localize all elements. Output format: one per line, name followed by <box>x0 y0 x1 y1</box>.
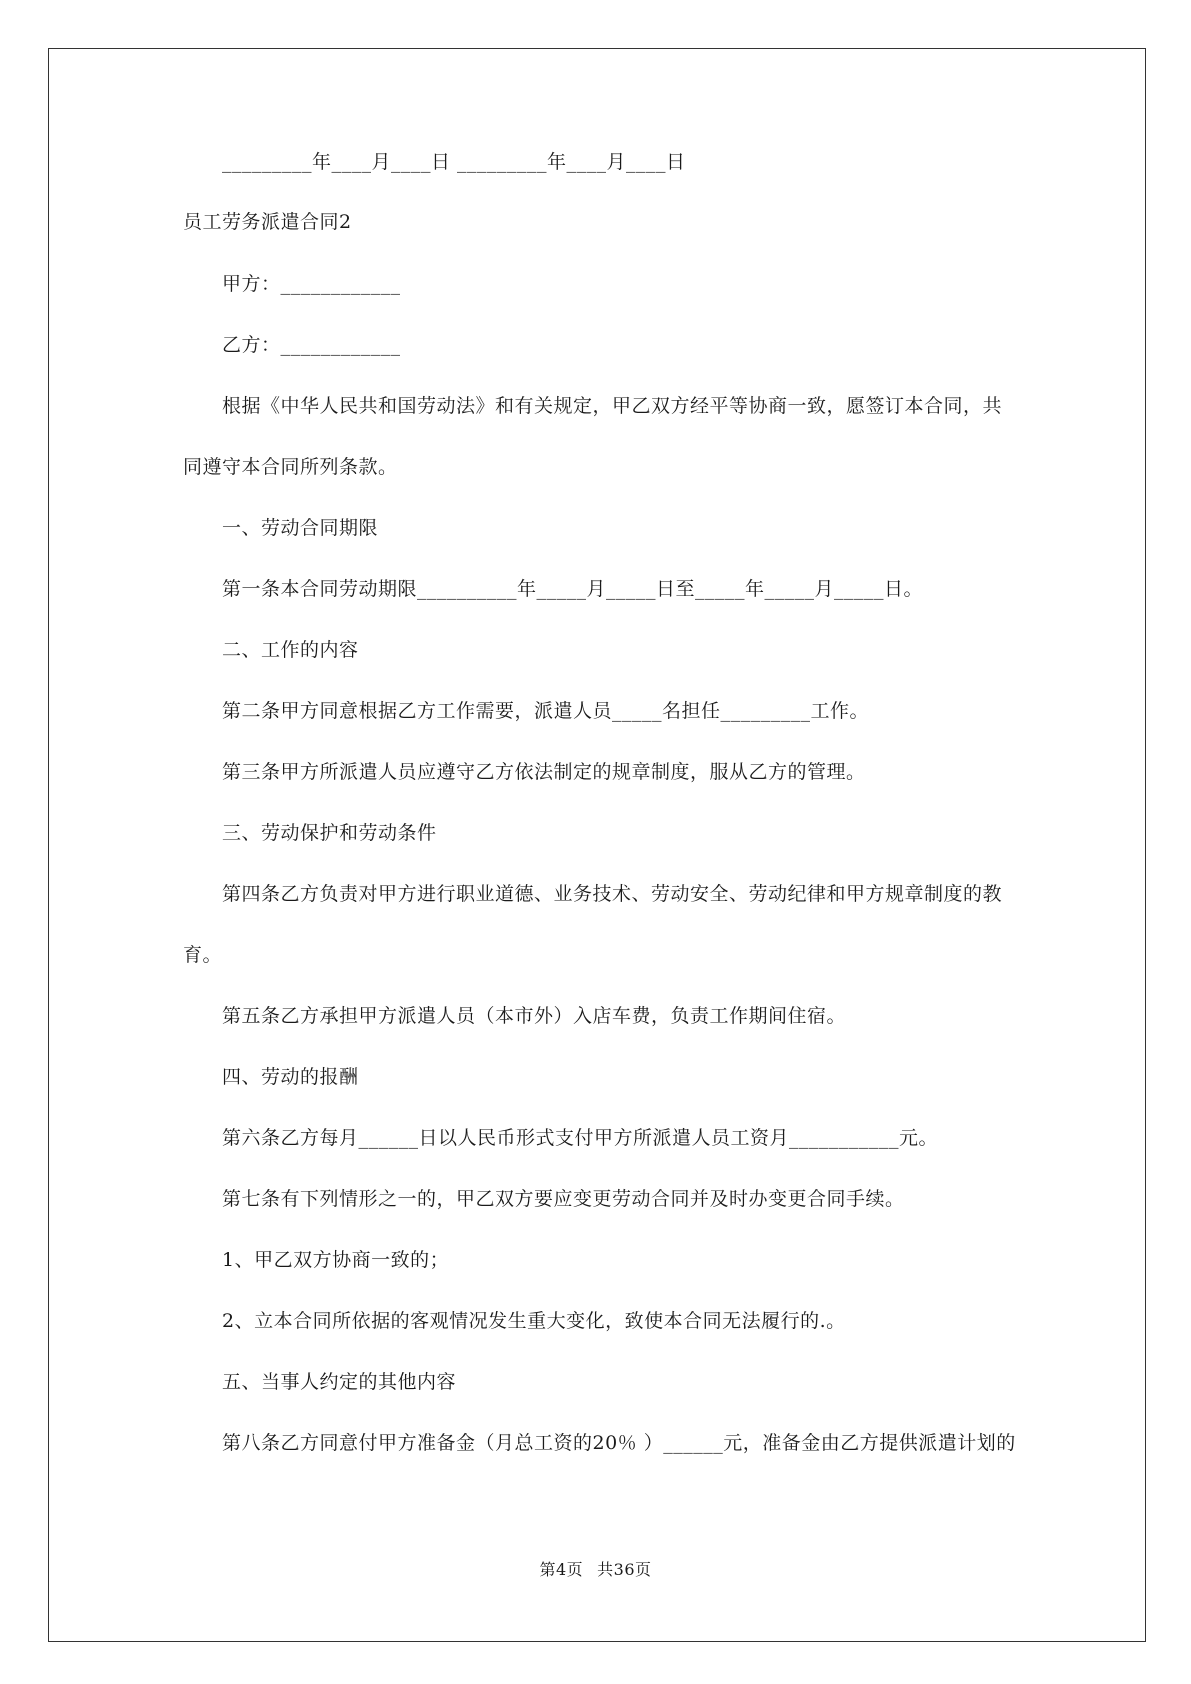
section-heading-4: 四、劳动的报酬 <box>222 1066 359 1088</box>
section-heading-3: 三、劳动保护和劳动条件 <box>222 822 437 844</box>
signature-date-line: _________年____月____日 _________年____月____日 <box>222 151 686 173</box>
article-5: 第五条乙方承担甲方派遣人员（本市外）入店车费，负责工作期间住宿。 <box>222 1005 847 1027</box>
section-heading-5: 五、当事人约定的其他内容 <box>222 1371 457 1393</box>
article-2: 第二条甲方同意根据乙方工作需要，派遣人员_____名担任_________工作。 <box>222 700 870 722</box>
party-b-line: 乙方：____________ <box>222 334 401 356</box>
preamble-paragraph-cont: 同遵守本合同所列条款。 <box>183 456 398 478</box>
article-6: 第六条乙方每月______日以人民币形式支付甲方所派遣人员工资月___________元。 <box>222 1127 939 1149</box>
article-7-item-2: 2、立本合同所依据的客观情况发生重大变化，致使本合同无法履行的.。 <box>222 1310 846 1332</box>
article-7-item-1: 1、甲乙双方协商一致的； <box>222 1249 450 1271</box>
article-7: 第七条有下列情形之一的，甲乙双方要应变更劳动合同并及时办变更合同手续。 <box>222 1188 905 1210</box>
section-heading-1: 一、劳动合同期限 <box>222 517 379 539</box>
article-3: 第三条甲方所派遣人员应遵守乙方依法制定的规章制度，服从乙方的管理。 <box>222 761 866 783</box>
page-footer <box>0 1560 1191 1580</box>
section-heading-2: 二、工作的内容 <box>222 639 359 661</box>
article-1: 第一条本合同劳动期限__________年_____月_____日至_____年_____月_____日。 <box>222 578 924 600</box>
preamble-paragraph: 根据《中华人民共和国劳动法》和有关规定，甲乙双方经平等协商一致，愿签订本合同，共 <box>222 395 1003 417</box>
page-number: 第4页 <box>539 1560 584 1579</box>
article-4: 第四条乙方负责对甲方进行职业道德、业务技术、劳动安全、劳动纪律和甲方规章制度的教 <box>222 883 1003 905</box>
page-total: 共36页 <box>597 1560 652 1579</box>
article-8: 第八条乙方同意付甲方准备金（月总工资的20％ ）______元，准备金由乙方提供派遣计划的 <box>222 1432 1016 1454</box>
article-4-cont: 育。 <box>183 944 223 966</box>
page-frame <box>48 48 1146 1642</box>
document-title: 员工劳务派遣合同2 <box>183 211 352 233</box>
party-a-line: 甲方：____________ <box>222 273 401 295</box>
